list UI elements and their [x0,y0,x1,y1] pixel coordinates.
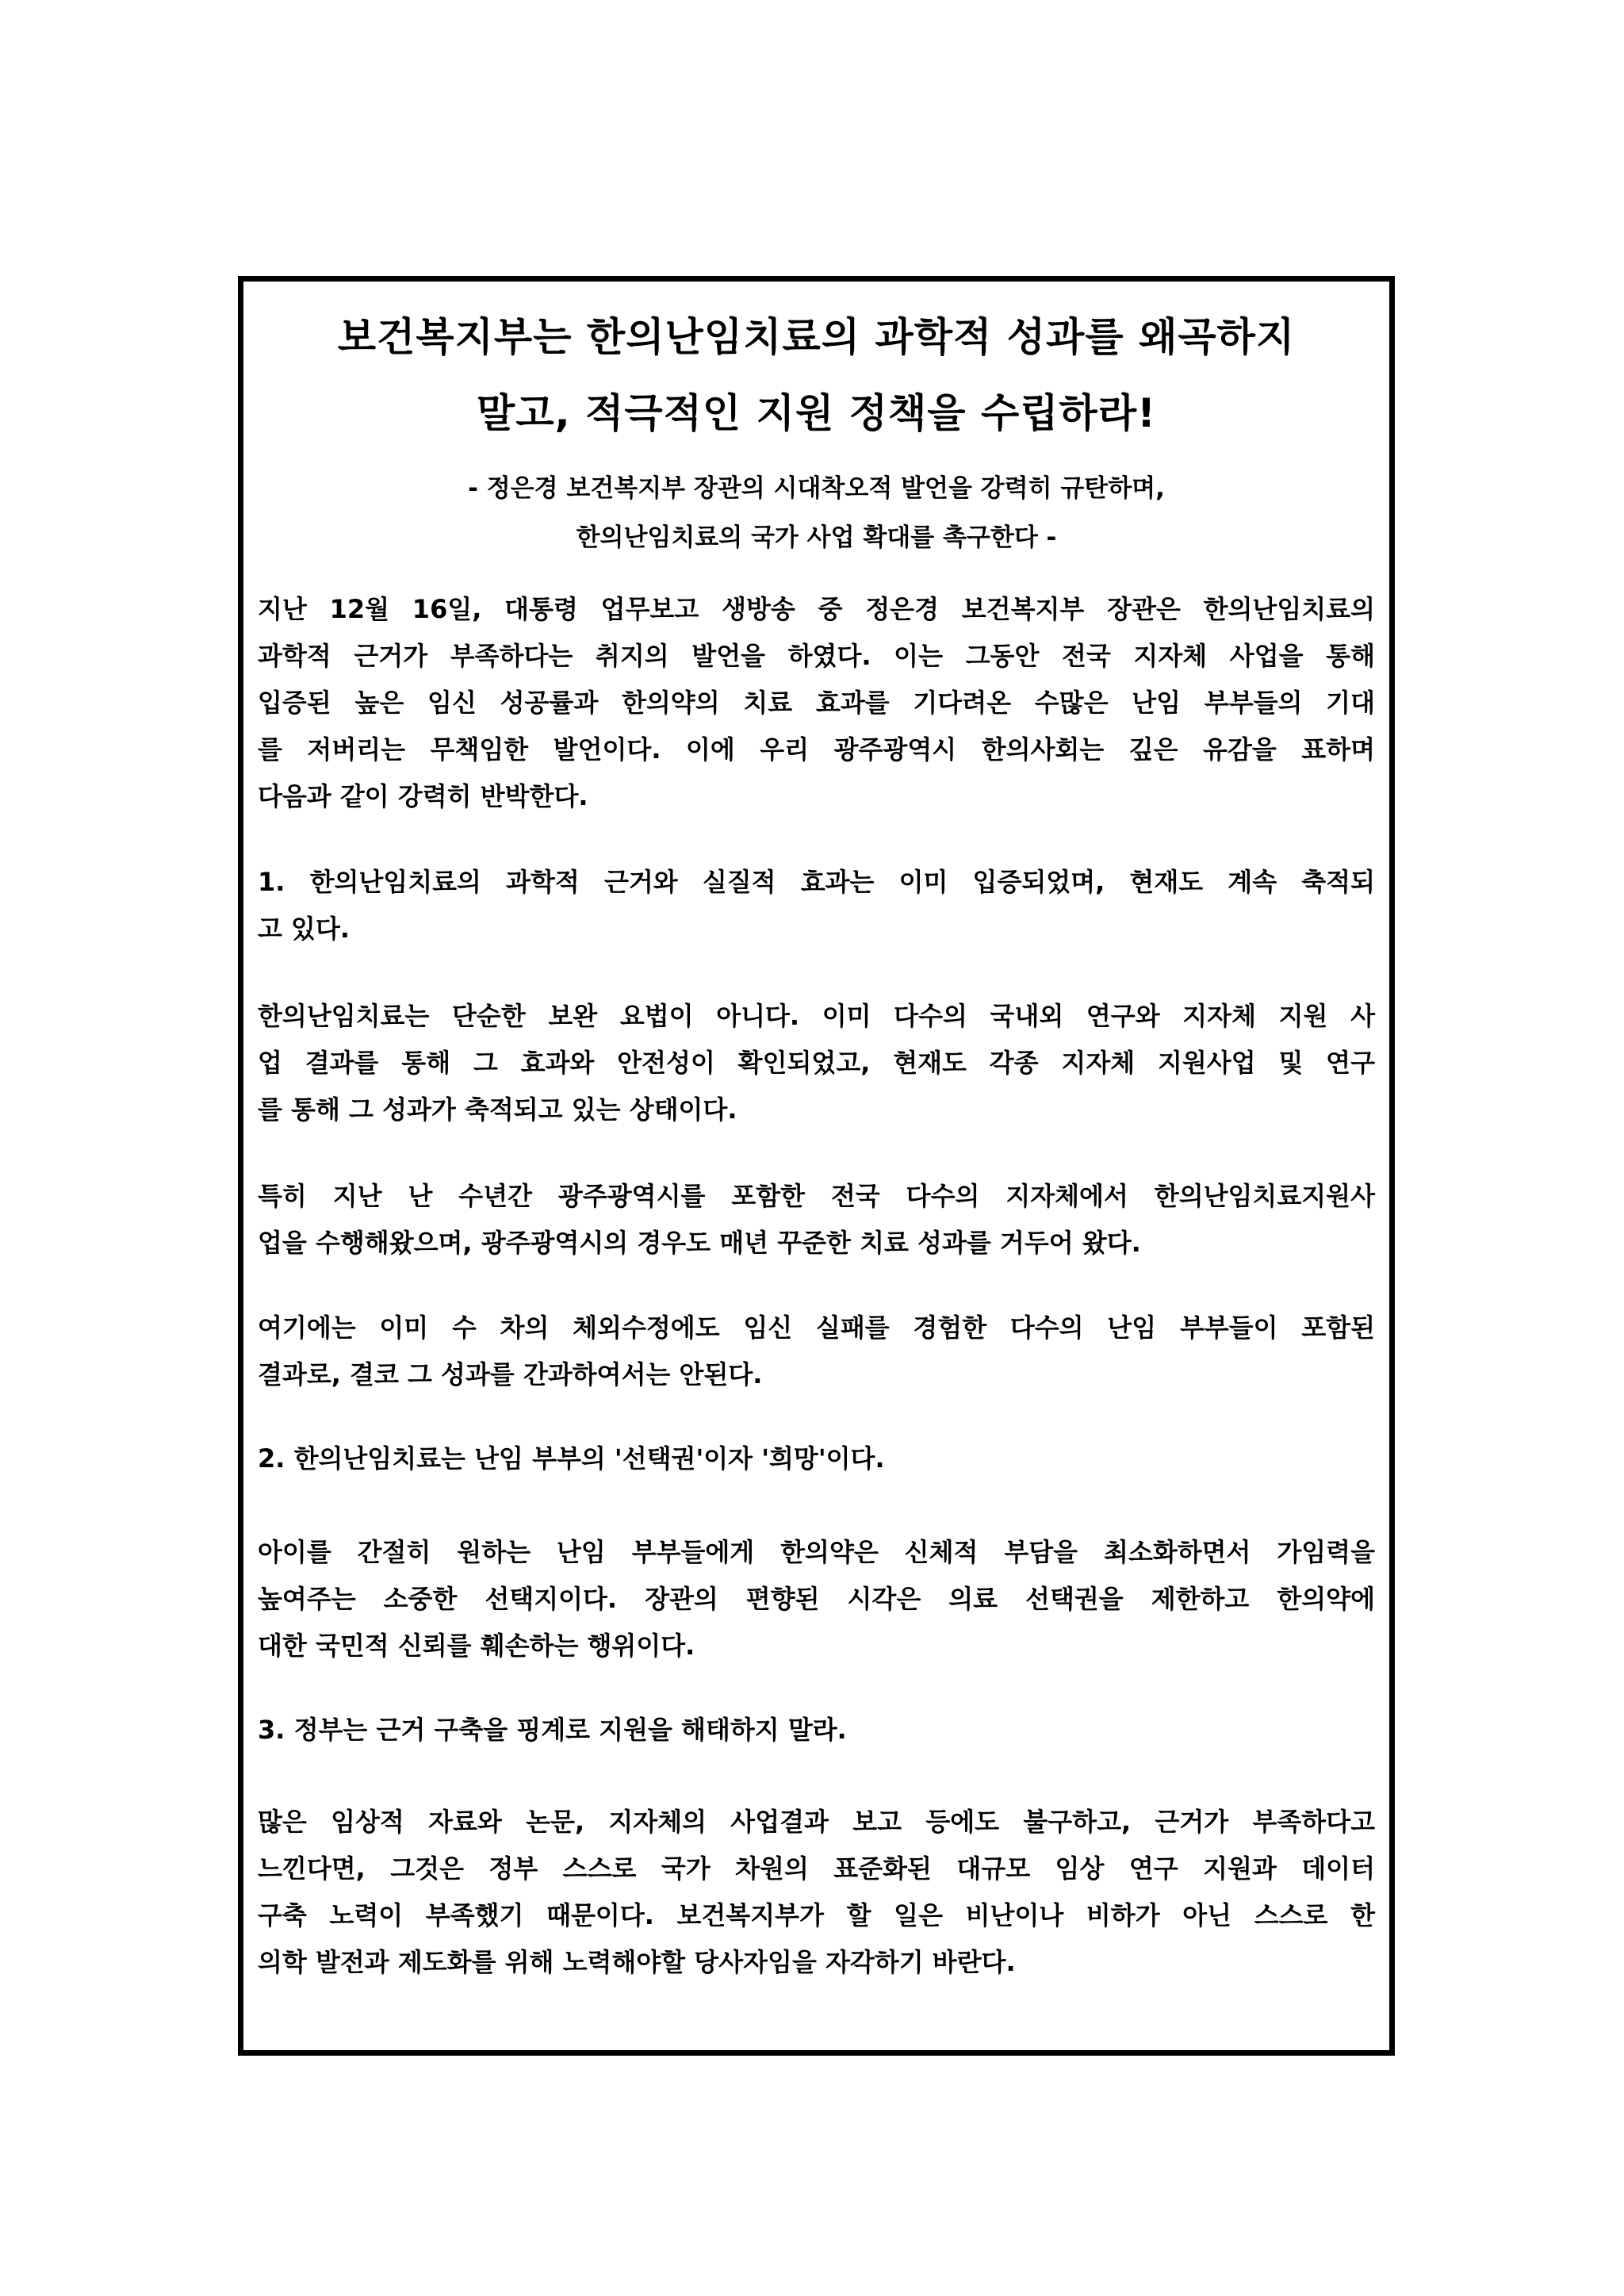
text-line: 입증된 높은 임신 성공률과 한의약의 치료 효과를 기다려온 수많은 난임 부부들의 기대 [258,688,1375,718]
text-line: 높여주는 소중한 선택지이다. 장관의 편향된 시각은 의료 선택권을 제한하고 한의약에 [258,1584,1375,1614]
text-line: 과학적 근거가 부족하다는 취지의 발언을 하였다. 이는 그동안 전국 지자체 사업을 통해 [258,641,1375,671]
subtitle-line: 한의난임치료의 국가 사업 확대를 촉구한다 - [576,523,1057,552]
text-line: 아이를 간절히 원하는 난임 부부들에게 한의약은 신체적 부담을 최소화하면서 가임력을 [258,1537,1375,1567]
text-line: 를 저버리는 무책임한 발언이다. 이에 우리 광주광역시 한의사회는 깊은 유감을 표하며 [258,734,1375,765]
text-line: 대한 국민적 신뢰를 훼손하는 행위이다. [258,1631,695,1661]
text-line: 한의난임치료는 단순한 보완 요법이 아니다. 이미 다수의 국내외 연구와 지자체 지원 사 [258,1001,1375,1031]
page-title [243,299,1389,451]
section-3-heading: 3. 정부는 근거 구축을 핑계로 지원을 해태하지 말라. [258,1715,847,1745]
text-line: 업 결과를 통해 그 효과와 안전성이 확인되었고, 현재도 각종 지자체 지원사업 및 연구 [258,1048,1375,1078]
text-line: 를 통해 그 성과가 축적되고 있는 상태이다. [258,1094,737,1125]
section-1-paragraph-3 [258,1305,1375,1398]
heading-line: 고 있다. [258,914,350,944]
statement-frame [238,276,1395,2056]
text-line: 다음과 같이 강력히 반박한다. [258,781,588,811]
text-line: 여기에는 이미 수 차의 체외수정에도 임신 실패를 경험한 다수의 난임 부부들이 포함된 [258,1313,1375,1343]
section-1-paragraph-1 [258,993,1375,1133]
heading-line: 1. 한의난임치료의 과학적 근거와 실질적 효과는 이미 입증되었며, 현재도 계속 축적되 [258,867,1375,897]
text-line: 지난 12월 16일, 대통령 업무보고 생방송 중 정은경 보건복지부 장관은 한의난임치료의 [258,594,1375,624]
section-1-paragraph-2 [258,1173,1375,1267]
page-subtitle [243,464,1389,562]
text-line: 업을 수행해왔으며, 광주광역시의 경우도 매년 꾸준한 치료 성과를 거두어 왔다. [258,1228,1141,1258]
section-3-paragraph [258,1799,1375,1986]
section-2-heading: 2. 한의난임치료는 난임 부부의 '선택권'이자 '희망'이다. [258,1443,885,1474]
text-line: 많은 임상적 자료와 논문, 지자체의 사업결과 보고 등에도 불구하고, 근거가 부족하다고 [258,1807,1375,1837]
text-line: 특히 지난 난 수년간 광주광역시를 포함한 전국 다수의 지자체에서 한의난임치료지원사 [258,1181,1375,1211]
text-line: 의학 발전과 제도화를 위해 노력해야할 당사자임을 자각하기 바란다. [258,1947,1016,1977]
section-2-paragraph [258,1529,1375,1669]
text-line: 구축 노력이 부족했기 때문이다. 보건복지부가 할 일은 비난이나 비하가 아닌 스스로 한 [258,1900,1375,1930]
text-line: 결과로, 결코 그 성과를 간과하여서는 안된다. [258,1359,763,1389]
intro-paragraph [258,586,1375,820]
text-line: 느낀다면, 그것은 정부 스스로 국가 차원의 표준화된 대규모 임상 연구 지원과 데이터 [258,1853,1375,1884]
subtitle-line: - 정은경 보건복지부 장관의 시대착오적 발언을 강력히 규탄하며, [468,474,1165,503]
title-line: 보건복지부는 한의난임치료의 과학적 성과를 왜곡하지 [337,314,1296,360]
title-line: 말고, 적극적인 지원 정책을 수립하라! [477,390,1156,436]
section-1-heading [258,859,1375,953]
